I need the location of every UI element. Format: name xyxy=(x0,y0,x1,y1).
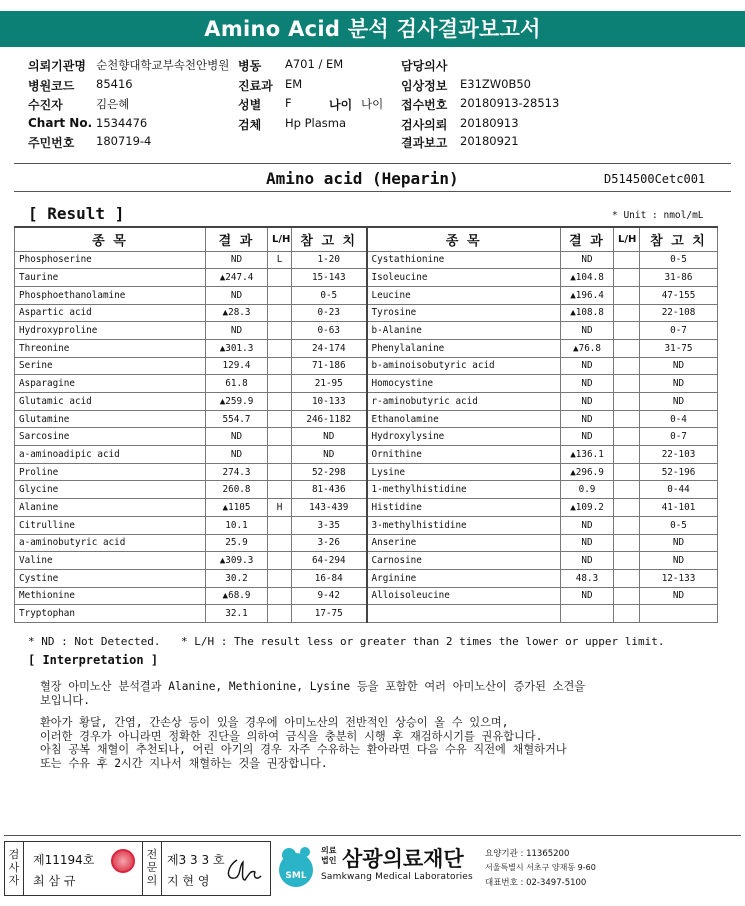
reference-range: 64-294 xyxy=(292,552,367,570)
result-value: ND xyxy=(561,534,614,552)
subject-value: 김은혜 xyxy=(96,97,130,111)
analyte-name: Ethanolamine xyxy=(367,410,561,428)
analyte-name: Phenylalanine xyxy=(367,339,561,357)
ward-value: A701 / EM xyxy=(285,57,344,71)
table-row xyxy=(15,357,718,375)
lh-flag xyxy=(614,304,640,322)
result-value: ND xyxy=(206,251,268,269)
result-value: ND xyxy=(561,375,614,393)
examiner-license: 제11194호 xyxy=(33,853,95,867)
reference-range: 16-84 xyxy=(292,569,367,587)
reference-range: 246-1182 xyxy=(292,410,367,428)
col-item: 종 목 xyxy=(367,227,561,251)
reference-range: 17-75 xyxy=(292,605,367,623)
report-date-label: 결과보고 xyxy=(401,136,448,150)
result-value: ▲76.8 xyxy=(561,339,614,357)
reference-range: 0-44 xyxy=(640,481,718,499)
lh-flag xyxy=(268,286,292,304)
table-row xyxy=(15,286,718,304)
reference-range xyxy=(640,605,718,623)
result-value: ▲28.3 xyxy=(206,304,268,322)
unit-note: * Unit : nmol/mL xyxy=(612,210,704,221)
result-value: 554.7 xyxy=(206,410,268,428)
footnote-lh: * L/H : The result less or greater than 2 times the lower or upper limit. xyxy=(181,635,665,648)
institution-address: 서울특별시 서초구 양재동 9-60 xyxy=(485,863,596,872)
reference-range: ND xyxy=(292,446,367,464)
clinical-value: E31ZW0B50 xyxy=(460,77,531,91)
analyte-name: 1-methylhistidine xyxy=(367,481,561,499)
col-result: 결 과 xyxy=(561,227,614,251)
col-lh: L/H xyxy=(614,227,640,251)
reference-range: 31-86 xyxy=(640,269,718,287)
result-value: ND xyxy=(561,428,614,446)
analyte-name: Sarcosine xyxy=(15,428,206,446)
reference-range: 22-108 xyxy=(640,304,718,322)
lh-flag xyxy=(268,375,292,393)
result-value: ▲108.8 xyxy=(561,304,614,322)
lh-flag xyxy=(268,410,292,428)
lh-flag xyxy=(268,428,292,446)
reference-range: 0-23 xyxy=(292,304,367,322)
reference-range: 41-101 xyxy=(640,499,718,517)
receipt-value: 20180913-28513 xyxy=(460,96,560,110)
hospital-label: 의뢰기관명 xyxy=(28,59,86,73)
analyte-name: Hydroxyproline xyxy=(15,322,206,340)
request-value: 20180913 xyxy=(460,116,519,130)
lh-flag xyxy=(268,304,292,322)
analyte-name: Aspartic acid xyxy=(15,304,206,322)
table-row xyxy=(15,463,718,481)
seal-stamp xyxy=(111,849,135,873)
result-value: ND xyxy=(561,251,614,269)
analyte-name: Hydroxylysine xyxy=(367,428,561,446)
analyte-name: Ornithine xyxy=(367,446,561,464)
lh-flag xyxy=(614,499,640,517)
examiner-name: 최 삼 규 xyxy=(33,874,76,888)
reference-range: 47-155 xyxy=(640,286,718,304)
table-row xyxy=(15,552,718,570)
ward-label: 병동 xyxy=(238,59,262,73)
analyte-name: Threonine xyxy=(15,339,206,357)
reference-range: 9-42 xyxy=(292,587,367,605)
analyte-name: b-aminoisobutyric acid xyxy=(367,357,561,375)
specialist-name: 지 현 영 xyxy=(167,874,210,888)
analyte-name: a-aminoadipic acid xyxy=(15,446,206,464)
hospital-value: 순천향대학교부속천안병원 xyxy=(96,58,230,72)
analyte-name: 3-methylhistidine xyxy=(367,516,561,534)
lh-flag xyxy=(268,569,292,587)
lh-flag xyxy=(614,251,640,269)
table-row xyxy=(15,516,718,534)
interpretation-title: [ Interpretation ] xyxy=(28,653,159,667)
result-value: ND xyxy=(206,428,268,446)
result-value: 61.8 xyxy=(206,375,268,393)
lh-flag xyxy=(614,569,640,587)
result-value: ▲1105 xyxy=(206,499,268,517)
col-lh: L/H xyxy=(268,227,292,251)
analyte-name: Arginine xyxy=(367,569,561,587)
clinical-label: 임상정보 xyxy=(401,79,448,93)
reference-range: 0-7 xyxy=(640,428,718,446)
table-row xyxy=(15,605,718,623)
result-value: ND xyxy=(561,322,614,340)
analyte-name: Carnosine xyxy=(367,552,561,570)
lh-flag: H xyxy=(268,499,292,517)
analyte-name xyxy=(367,605,561,623)
result-value: ▲296.9 xyxy=(561,463,614,481)
results-table xyxy=(14,226,718,623)
lh-flag xyxy=(614,269,640,287)
report-date-value: 20180921 xyxy=(460,134,519,148)
result-value: 48.3 xyxy=(561,569,614,587)
lh-flag xyxy=(268,339,292,357)
divider xyxy=(14,191,731,192)
table-row xyxy=(15,375,718,393)
table-row xyxy=(15,393,718,411)
lh-flag xyxy=(614,534,640,552)
lh-flag xyxy=(268,534,292,552)
reference-range: 81-436 xyxy=(292,481,367,499)
age-label: 나이 xyxy=(329,98,353,112)
table-row xyxy=(15,481,718,499)
analyte-name: Leucine xyxy=(367,286,561,304)
reference-range: 3-35 xyxy=(292,516,367,534)
result-value: ND xyxy=(561,552,614,570)
result-value: ▲259.9 xyxy=(206,393,268,411)
table-row xyxy=(15,304,718,322)
analyte-name: Citrulline xyxy=(15,516,206,534)
result-value: ND xyxy=(561,587,614,605)
result-value: ▲104.8 xyxy=(561,269,614,287)
col-item: 종 목 xyxy=(15,227,206,251)
reference-range: 15-143 xyxy=(292,269,367,287)
reference-range: 1-20 xyxy=(292,251,367,269)
reference-range: ND xyxy=(292,428,367,446)
analyte-name: b-Alanine xyxy=(367,322,561,340)
result-value: 129.4 xyxy=(206,357,268,375)
chart-no-value: 1534476 xyxy=(96,116,148,130)
result-value: ▲136.1 xyxy=(561,446,614,464)
lh-flag xyxy=(268,587,292,605)
reference-range: 52-196 xyxy=(640,463,718,481)
table-row xyxy=(15,446,718,464)
result-value: ND xyxy=(561,393,614,411)
specialist-license: 제3 3 3 호 xyxy=(167,853,225,867)
result-value: ND xyxy=(561,357,614,375)
analyte-name: Glycine xyxy=(15,481,206,499)
reference-range: 0-4 xyxy=(640,410,718,428)
analyte-name: Alanine xyxy=(15,499,206,517)
result-value: ND xyxy=(561,516,614,534)
sex-value: F xyxy=(285,96,292,110)
analyte-name: Asparagine xyxy=(15,375,206,393)
reference-range: ND xyxy=(640,534,718,552)
sml-logo xyxy=(275,843,317,891)
reference-range: ND xyxy=(640,375,718,393)
result-value: ▲301.3 xyxy=(206,339,268,357)
dept-label: 진료과 xyxy=(238,79,273,93)
reference-range: 0-5 xyxy=(640,516,718,534)
age-value: 나이 xyxy=(361,97,384,111)
lh-flag xyxy=(614,339,640,357)
lh-flag xyxy=(614,605,640,623)
hospital-code-value: 85416 xyxy=(96,77,133,91)
result-value: ▲109.2 xyxy=(561,499,614,517)
specimen-value: Hp Plasma xyxy=(285,116,347,130)
dept-value: EM xyxy=(285,77,303,91)
institution-name: 삼광의료재단 xyxy=(342,847,464,871)
analyte-name: Histidine xyxy=(367,499,561,517)
lh-flag xyxy=(614,375,640,393)
institution-english: Samkwang Medical Laboratories xyxy=(321,872,473,882)
table-row xyxy=(15,569,718,587)
analyte-name: Methionine xyxy=(15,587,206,605)
subject-label: 수진자 xyxy=(28,98,63,112)
chart-no-label: Chart No. xyxy=(28,116,93,130)
analyte-name: Proline xyxy=(15,463,206,481)
col-ref: 참 고 치 xyxy=(640,227,718,251)
logo-text: SML xyxy=(285,871,307,881)
lh-flag xyxy=(268,357,292,375)
result-value: ND xyxy=(206,446,268,464)
result-value: 260.8 xyxy=(206,481,268,499)
analyte-name: Anserine xyxy=(367,534,561,552)
lh-flag xyxy=(614,286,640,304)
analyte-name: Isoleucine xyxy=(367,269,561,287)
table-row xyxy=(15,339,718,357)
lh-flag xyxy=(614,587,640,605)
reference-range: ND xyxy=(640,552,718,570)
reference-range: 52-298 xyxy=(292,463,367,481)
result-value: 10.1 xyxy=(206,516,268,534)
footnote-nd: * ND : Not Detected. xyxy=(28,635,161,648)
agency-number: 요양기관 : 11365200 xyxy=(485,849,570,859)
lh-flag xyxy=(614,322,640,340)
lh-flag xyxy=(268,393,292,411)
lh-flag xyxy=(614,463,640,481)
analyte-name: Glutamic acid xyxy=(15,393,206,411)
reference-range: 10-133 xyxy=(292,393,367,411)
lh-flag xyxy=(268,463,292,481)
reference-range: ND xyxy=(640,393,718,411)
analyte-name: Valine xyxy=(15,552,206,570)
table-row xyxy=(15,499,718,517)
lh-flag xyxy=(268,552,292,570)
lh-flag xyxy=(614,552,640,570)
reference-range: 71-186 xyxy=(292,357,367,375)
sex-label: 성별 xyxy=(238,98,262,112)
reference-range: 12-133 xyxy=(640,569,718,587)
reference-range: ND xyxy=(640,587,718,605)
result-value: ▲247.4 xyxy=(206,269,268,287)
divider xyxy=(4,835,741,836)
lh-flag xyxy=(268,605,292,623)
interpretation-para-2: 환아가 황달, 간염, 간손상 등이 있을 경우에 아미노산의 전반적인 상승이 올 수 있으며, 이러한 경우가 아니라면 정확한 진단을 의하여 금식을 충분히 시행 후 재검하시기를 권유합니다. 아침 공복 채혈이 추천되나, 어린 아기의 경우 자주 수유하는 환아라면 다음 수유 직전에 채혈하거나 또는 수유 후 2시간 지나서 채혈하는 것을 권장합니다. xyxy=(40,716,567,770)
reference-range: 143-439 xyxy=(292,499,367,517)
reference-range: 0-5 xyxy=(640,251,718,269)
result-value: 0.9 xyxy=(561,481,614,499)
reference-range: 22-103 xyxy=(640,446,718,464)
signature xyxy=(223,856,265,886)
analyte-name: a-aminobutyric acid xyxy=(15,534,206,552)
table-row xyxy=(15,251,718,269)
analyte-name: Taurine xyxy=(15,269,206,287)
table-row xyxy=(15,322,718,340)
report-title: Amino Acid 분석 검사결과보고서 xyxy=(0,11,745,47)
result-value: 274.3 xyxy=(206,463,268,481)
lh-flag xyxy=(614,410,640,428)
lh-flag xyxy=(268,481,292,499)
analyte-name: Alloisoleucine xyxy=(367,587,561,605)
table-row xyxy=(15,534,718,552)
analyte-name: Serine xyxy=(15,357,206,375)
analyte-name: r-aminobutyric acid xyxy=(367,393,561,411)
request-label: 검사의뢰 xyxy=(401,118,448,132)
lh-flag xyxy=(614,357,640,375)
lh-flag xyxy=(268,446,292,464)
lh-flag xyxy=(268,516,292,534)
analyte-name: Tyrosine xyxy=(367,304,561,322)
lh-flag xyxy=(268,269,292,287)
lh-flag xyxy=(614,393,640,411)
institution-prefix: 의료 법인 xyxy=(321,846,337,865)
analyte-name: Homocystine xyxy=(367,375,561,393)
specimen-label: 검체 xyxy=(238,118,262,132)
examiner-label: 검사자 xyxy=(8,848,20,887)
analyte-name: Lysine xyxy=(367,463,561,481)
interpretation-para-1: 혈장 아미노산 분석결과 Alanine, Methionine, Lysine 등을 포함한 여러 아미노산이 증가된 소견을 보입니다. xyxy=(40,680,586,707)
doctor-label: 담당의사 xyxy=(401,59,448,73)
table-row xyxy=(15,269,718,287)
hospital-code-label: 병원코드 xyxy=(28,79,75,93)
result-value: 25.9 xyxy=(206,534,268,552)
id-value: 180719-4 xyxy=(96,134,152,148)
table-row xyxy=(15,428,718,446)
reference-range: 0-63 xyxy=(292,322,367,340)
lh-flag xyxy=(268,322,292,340)
lh-flag: L xyxy=(268,251,292,269)
lh-flag xyxy=(614,516,640,534)
result-value: ND xyxy=(206,286,268,304)
reference-range: 0-7 xyxy=(640,322,718,340)
analyte-name: Phosphoethanolamine xyxy=(15,286,206,304)
test-code: D514500Cetc001 xyxy=(604,172,706,186)
analyte-name: Cystathionine xyxy=(367,251,561,269)
result-value: ▲196.4 xyxy=(561,286,614,304)
section-title: Amino acid (Heparin) xyxy=(266,169,459,188)
lh-flag xyxy=(614,428,640,446)
analyte-name: Tryptophan xyxy=(15,605,206,623)
reference-range: 3-26 xyxy=(292,534,367,552)
reference-range: ND xyxy=(640,357,718,375)
result-value: ▲68.9 xyxy=(206,587,268,605)
reference-range: 21-95 xyxy=(292,375,367,393)
result-value xyxy=(561,605,614,623)
reference-range: 0-5 xyxy=(292,286,367,304)
table-row xyxy=(15,587,718,605)
divider xyxy=(14,163,731,164)
analyte-name: Cystine xyxy=(15,569,206,587)
signature-box xyxy=(4,841,271,896)
reference-range: 24-174 xyxy=(292,339,367,357)
result-value: ND xyxy=(206,322,268,340)
lh-flag xyxy=(614,481,640,499)
reference-range: 31-75 xyxy=(640,339,718,357)
specialist-label: 전문의 xyxy=(146,848,158,887)
analyte-name: Phosphoserine xyxy=(15,251,206,269)
id-label: 주민번호 xyxy=(28,136,75,150)
col-result: 결 과 xyxy=(206,227,268,251)
result-value: 32.1 xyxy=(206,605,268,623)
lh-flag xyxy=(614,446,640,464)
analyte-name: Glutamine xyxy=(15,410,206,428)
result-value: 30.2 xyxy=(206,569,268,587)
institution-phone: 대표번호 : 02-3497-5100 xyxy=(485,878,587,888)
result-heading: [ Result ] xyxy=(28,204,125,223)
result-value: ▲309.3 xyxy=(206,552,268,570)
result-value: ND xyxy=(561,410,614,428)
receipt-label: 접수번호 xyxy=(401,98,448,112)
col-ref: 참 고 치 xyxy=(292,227,367,251)
table-row xyxy=(15,410,718,428)
